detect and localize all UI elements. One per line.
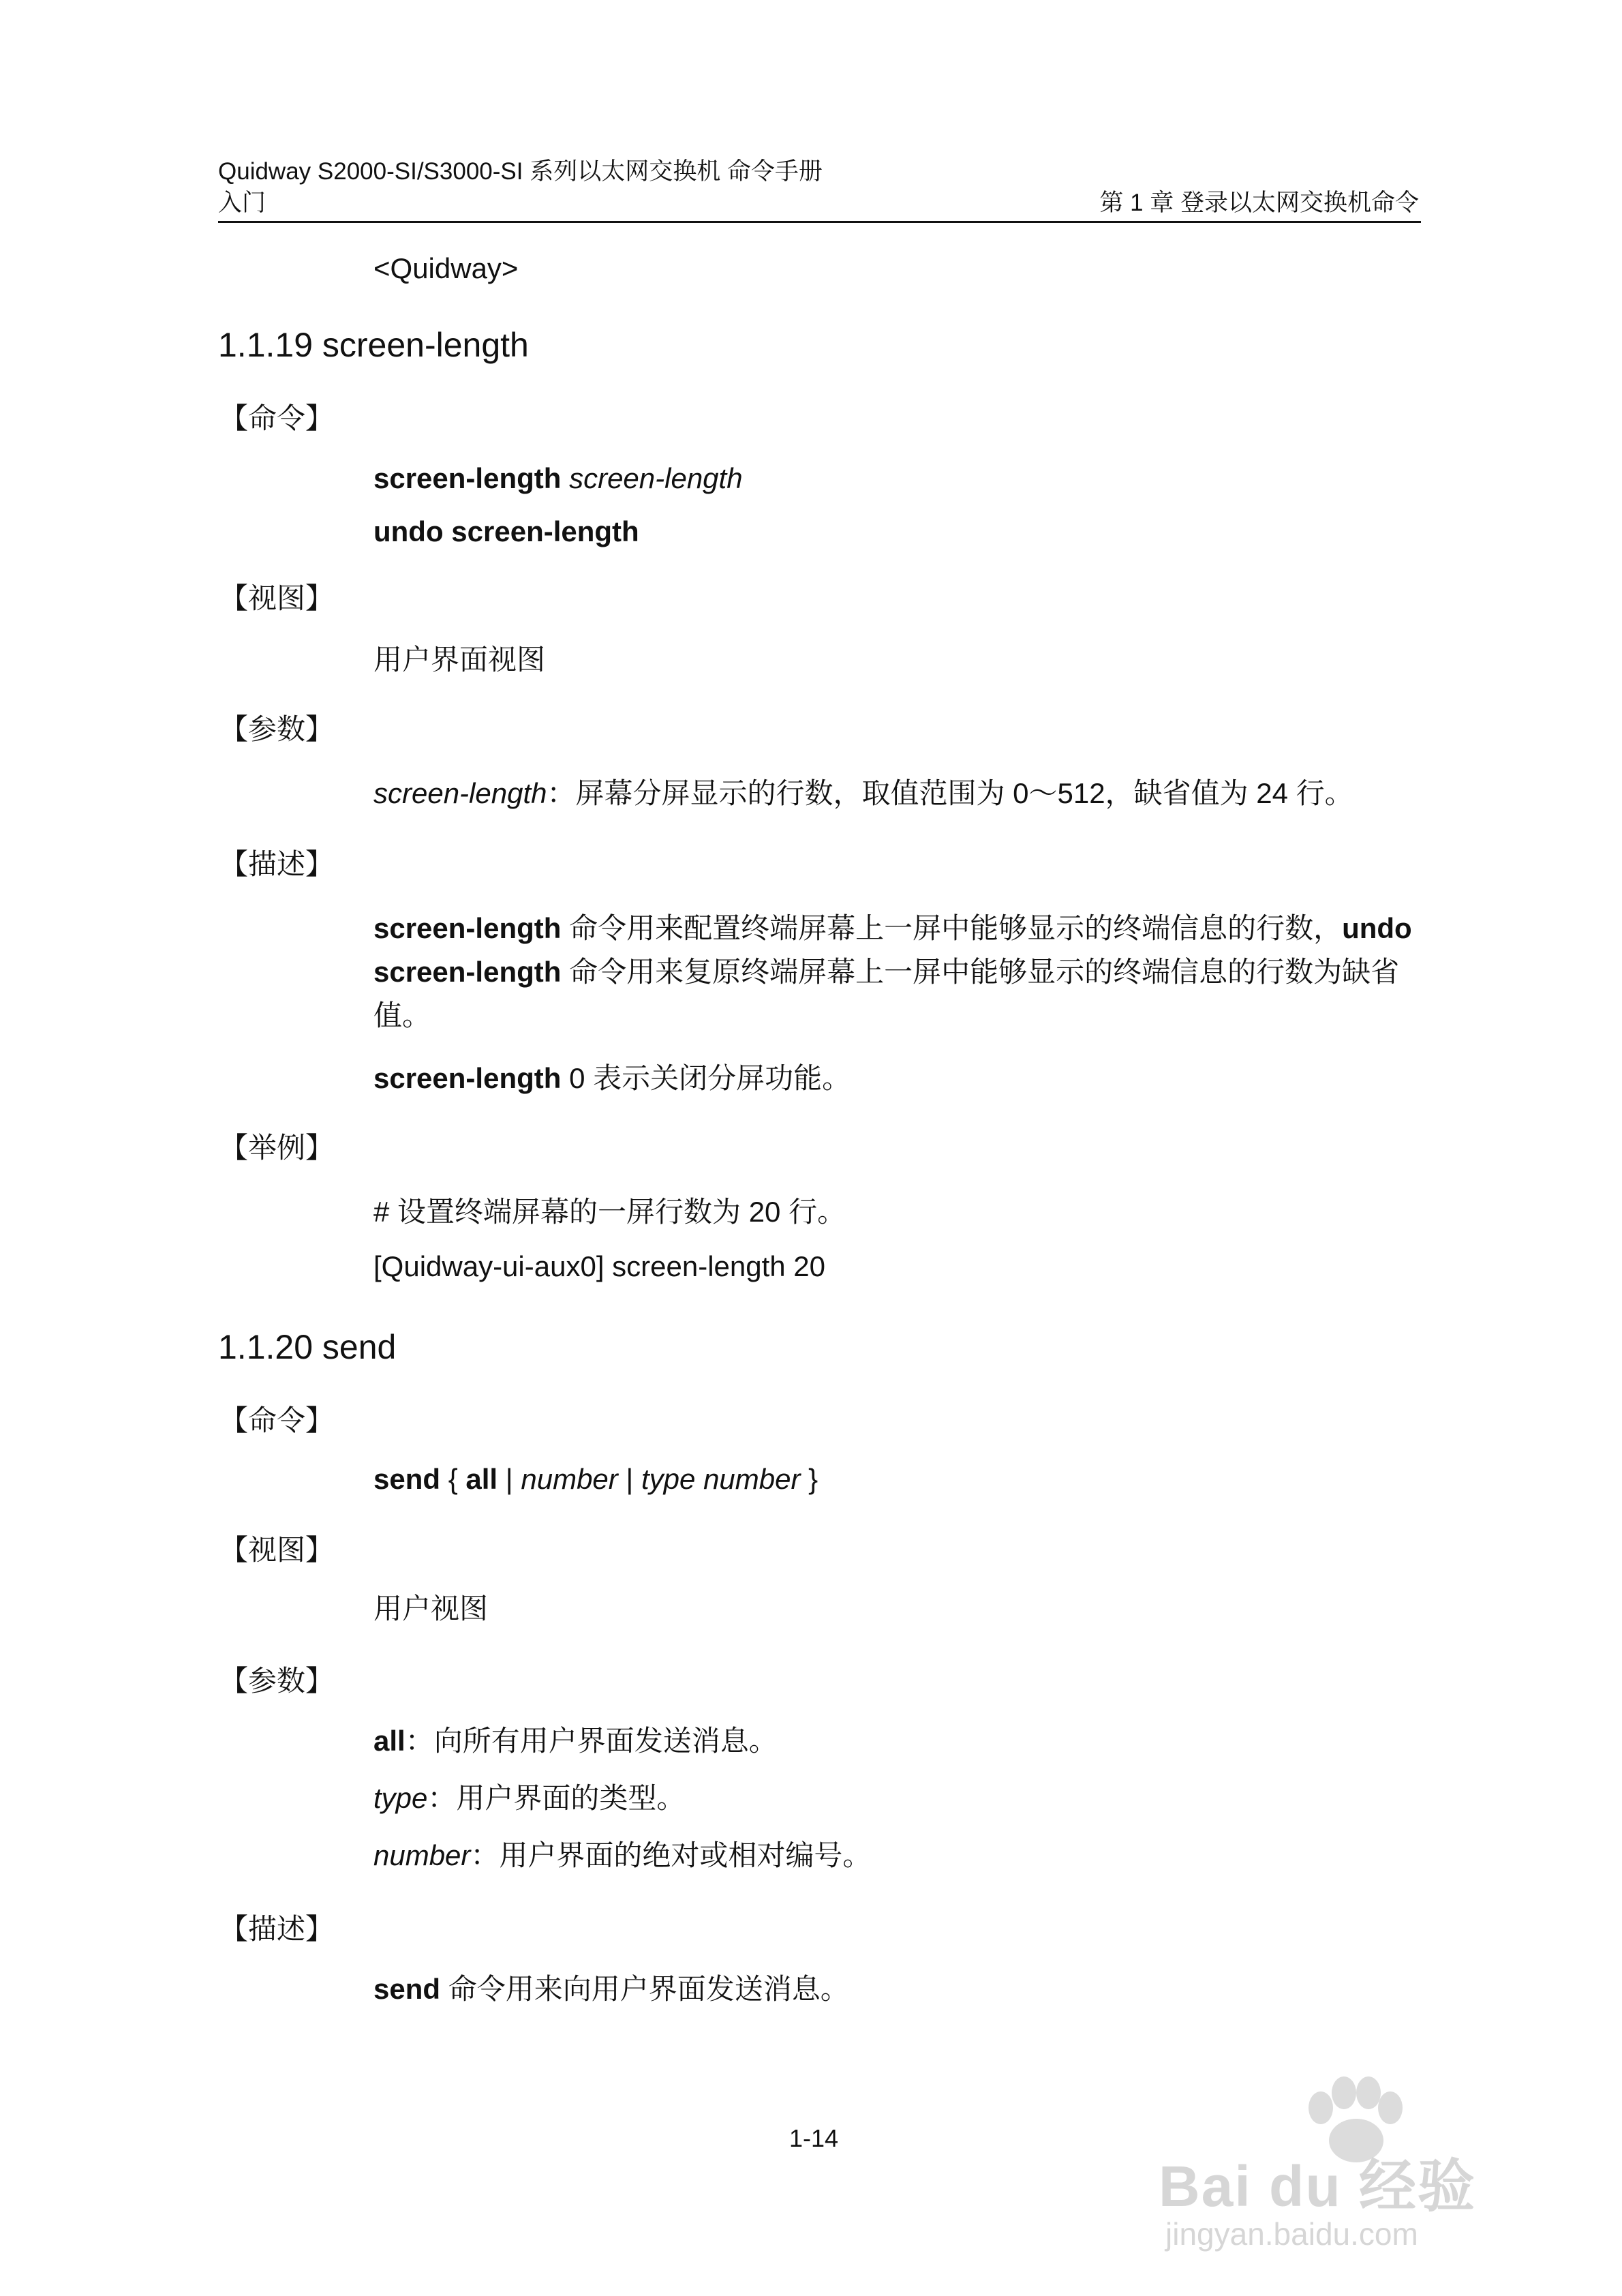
param-type [373, 1782, 685, 1815]
header-title: Quidway S2000-SI/S3000-SI 系列以太网交换机 命令手册 [218, 158, 823, 185]
desc-keyword-2: undo screen-length [373, 912, 1412, 988]
tag-example-1119: 【举例】 [219, 1132, 335, 1164]
prompt-line: <Quidway> [373, 252, 519, 284]
desc-text-3: 0 表示关闭分屏功能。 [561, 1062, 851, 1094]
page-number: 1-14 [789, 2124, 839, 2152]
header-chapter: 第 1 章 登录以太网交换机命令 [1099, 190, 1419, 216]
send-keyword: send [373, 1463, 441, 1495]
param-number-desc: ：用户界面的绝对或相对编号。 [470, 1839, 872, 1871]
type-number-arg: type number [641, 1463, 801, 1495]
desc-paragraph-2 [373, 1062, 851, 1095]
brace-open: { [440, 1463, 466, 1495]
param-number-name: number [373, 1839, 471, 1871]
tag-view-1119: 【视图】 [219, 582, 335, 614]
send-command-syntax [373, 1463, 818, 1496]
baidu-watermark [1159, 2045, 1540, 2263]
desc-send-keyword: send [373, 1973, 441, 2005]
desc-keyword-1: screen-length [373, 912, 562, 944]
param-desc: ：屏幕分屏显示的行数，取值范围为 0～512，缺省值为 24 行。 [547, 777, 1353, 809]
tag-command-1120: 【命令】 [219, 1404, 335, 1436]
command-syntax-1 [373, 462, 743, 495]
brace-close: } [800, 1463, 818, 1495]
view-text-1119: 用户界面视图 [373, 644, 546, 676]
param-type-name: type [373, 1782, 428, 1814]
param-name: screen-length [373, 777, 547, 809]
command-syntax-2 [373, 515, 639, 548]
param-line-1119 [373, 777, 1353, 810]
view-text-1120: 用户视图 [373, 1592, 489, 1625]
example-command: [Quidway-ui-aux0] screen-length 20 [373, 1250, 826, 1282]
tag-desc-1120: 【描述】 [219, 1913, 335, 1945]
header-rule [218, 221, 1421, 223]
desc-text-1: 命令用来配置终端屏幕上一屏中能够显示的终端信息的行数， [561, 912, 1343, 944]
cmd-keyword: screen-length [373, 462, 562, 494]
number-arg: number [521, 1463, 618, 1495]
desc-keyword-3: screen-length [373, 1062, 562, 1094]
param-type-desc: ：用户界面的类型。 [427, 1782, 686, 1814]
separator-2: | [617, 1463, 642, 1495]
header-subtitle: 入门 [218, 190, 266, 216]
all-keyword: all [465, 1463, 498, 1495]
tag-command-1119: 【命令】 [219, 402, 335, 434]
section-title-1120: 1.1.20 send [218, 1328, 397, 1366]
tag-desc-1119: 【描述】 [219, 848, 335, 880]
tag-params-1120: 【参数】 [219, 1665, 335, 1697]
param-all-desc: ：向所有用户界面发送消息。 [405, 1725, 778, 1757]
cmd-argument: screen-length [569, 462, 743, 494]
tag-params-1119: 【参数】 [219, 713, 335, 745]
tag-view-1120: 【视图】 [219, 1534, 335, 1566]
desc-send [373, 1973, 849, 2006]
desc-text-2: 命令用来复原终端屏幕上一屏中能够显示的终端信息的行数为缺省值。 [373, 956, 1400, 1031]
desc-paragraph-1 [373, 907, 1423, 1038]
param-number [373, 1839, 871, 1872]
watermark-logo-text: Bai du 经验 [1159, 2154, 1477, 2218]
param-all-name: all [373, 1725, 406, 1757]
desc-send-text: 命令用来向用户界面发送消息。 [440, 1973, 849, 2005]
separator-1: | [498, 1463, 521, 1495]
example-comment: # 设置终端屏幕的一屏行数为 20 行。 [373, 1196, 846, 1228]
watermark-url: jingyan.baidu.com [1165, 2216, 1418, 2252]
param-all [373, 1725, 778, 1757]
undo-command: undo screen-length [373, 515, 639, 547]
section-title-1119: 1.1.19 screen-length [218, 326, 529, 364]
